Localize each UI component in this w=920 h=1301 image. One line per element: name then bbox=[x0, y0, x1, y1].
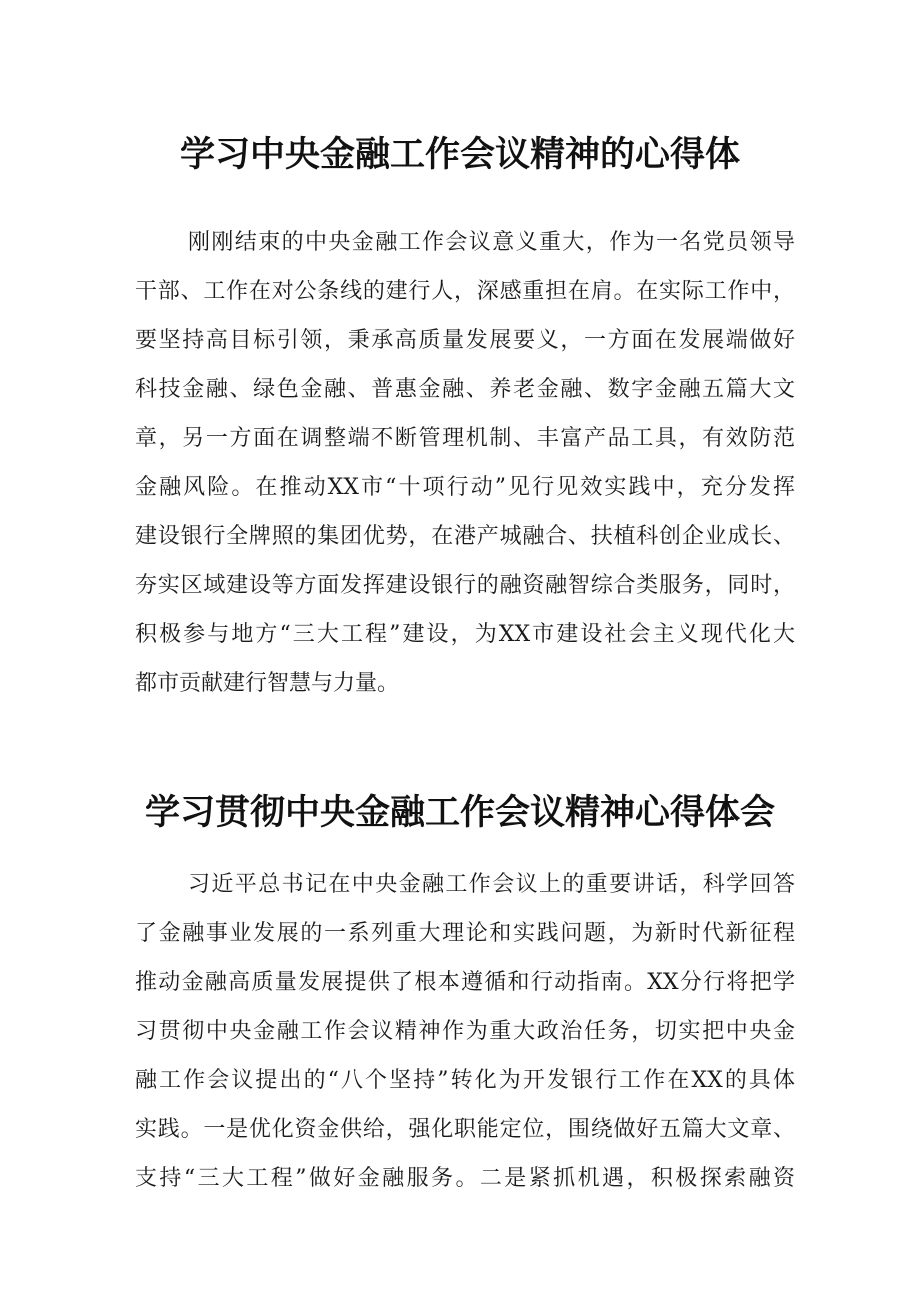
paragraph-line: 了金融事业发展的一系列重大理论和实践问题，为新时代新征程 bbox=[135, 921, 795, 946]
section-2-paragraph bbox=[135, 860, 795, 1203]
paragraph-line: 习近平总书记在中央金融工作会议上的重要讲话，科学回答 bbox=[188, 872, 795, 897]
paragraph-line: 建设银行全牌照的集团优势，在港产城融合、扶植科创企业成长、 bbox=[135, 524, 795, 549]
paragraph-line: 科技金融、绿色金融、普惠金融、养老金融、数字金融五篇大文 bbox=[135, 377, 795, 402]
section-1-paragraph bbox=[135, 218, 795, 708]
section-1-title: 学习中央金融工作会议精神的心得体 bbox=[179, 135, 740, 176]
section-2-title: 学习贯彻中央金融工作会议精神心得体会 bbox=[144, 793, 775, 834]
paragraph-line: 推动金融高质量发展提供了根本遵循和行动指南。XX分行将把学 bbox=[135, 970, 795, 995]
paragraph-line: 章，另一方面在调整端不断管理机制、丰富产品工具，有效防范 bbox=[135, 426, 795, 451]
paragraph-line: 刚刚结束的中央金融工作会议意义重大，作为一名党员领导 bbox=[188, 230, 795, 255]
paragraph-line: 都市贡献建行智慧与力量。 bbox=[135, 671, 400, 696]
paragraph-line: 夯实区域建设等方面发挥建设银行的融资融智综合类服务，同时， bbox=[135, 573, 795, 598]
paragraph-line: 要坚持高目标引领，秉承高质量发展要义，一方面在发展端做好 bbox=[135, 328, 795, 353]
paragraph-line: 金融风险。在推动XX市“十项行动”见行见效实践中，充分发挥 bbox=[135, 475, 795, 500]
paragraph-line: 积极参与地方“三大工程”建设，为XX市建设社会主义现代化大 bbox=[135, 622, 795, 647]
paragraph-line: 融工作会议提出的“八个坚持”转化为开发银行工作在XX的具体 bbox=[135, 1068, 795, 1093]
paragraph-line: 支持“三大工程”做好金融服务。二是紧抓机遇，积极探索融资 bbox=[135, 1166, 795, 1191]
paragraph-line: 实践。一是优化资金供给，强化职能定位，围绕做好五篇大文章、 bbox=[135, 1117, 795, 1142]
paragraph-line: 习贯彻中央金融工作会议精神作为重大政治任务，切实把中央金 bbox=[135, 1019, 795, 1044]
paragraph-line: 干部、工作在对公条线的建行人，深感重担在肩。在实际工作中， bbox=[135, 279, 795, 304]
